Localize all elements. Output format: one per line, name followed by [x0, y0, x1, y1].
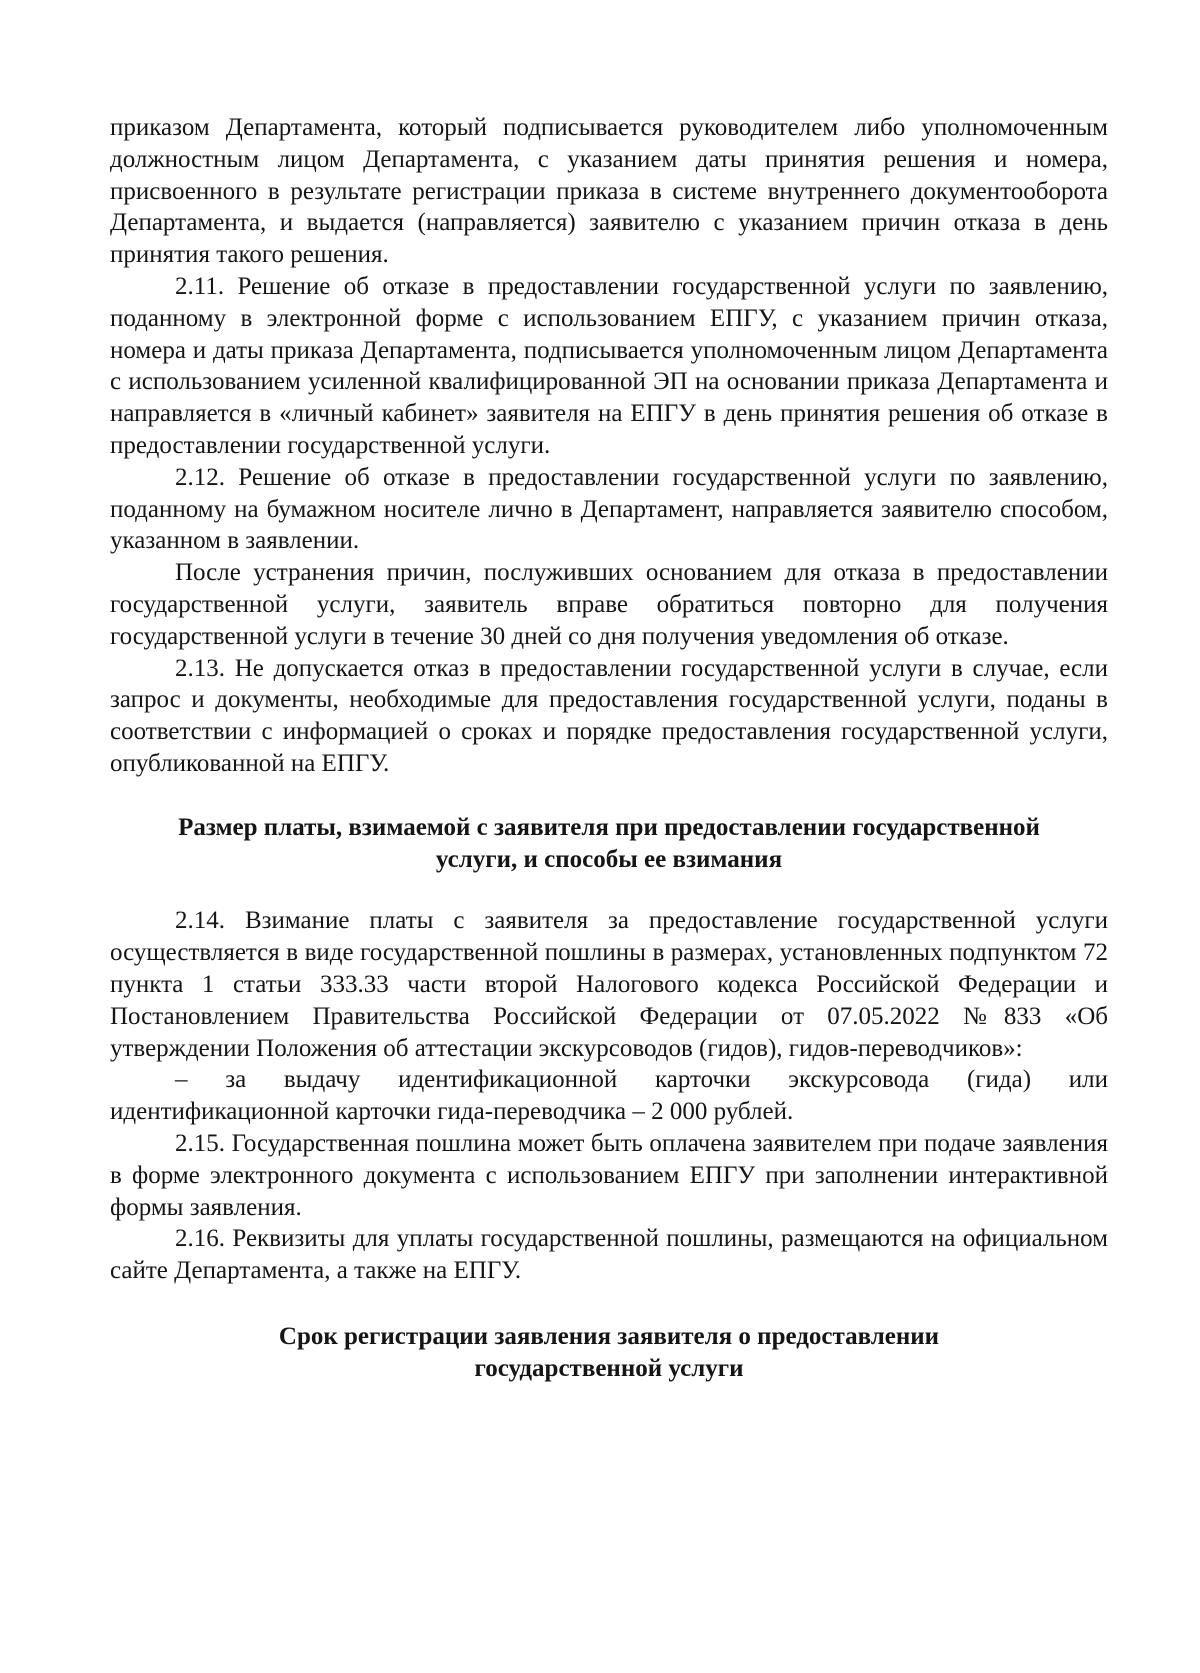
paragraph-after-removal: После устранения причин, послуживших основанием для отказа в предоставлении государственной услуги, заявитель вправе обратиться повторно для получения государственной услуги в течение 30 дней со дня получения уведомления об отказе.: [110, 559, 1108, 650]
section-heading-registration-line-2: государственной услуги: [474, 1354, 744, 1382]
paragraph-2-11: 2.11. Решение об отказе в предоставлении государственной услуги по заявлению, поданному в электронной форме с использованием ЕПГУ, с указанием причин отказа, номера и даты приказа Департамента, подписывается уполномоченным лицом Департамента с использованием усиленной квалифицированной ЭП на основании приказа Департамента и направляется в «личный кабинет» заявителя на ЕПГУ в день принятия решения об отказе в предоставлении государственной услуги.: [110, 272, 1108, 459]
paragraph-continuation: приказом Департамента, который подписывается руководителем либо уполномоченным должностным лицом Департамента, с указанием даты принятия решения и номера, присвоенного в результате регистрации приказа в системе внутреннего документооборота Департамента, и выдается (направляется) заявителю с указанием причин отказа в день принятия такого решения.: [110, 114, 1108, 269]
section-heading-fee-line-2: услуги, и способы ее взимания: [435, 845, 783, 873]
paragraph-2-14: 2.14. Взимание платы с заявителя за предоставление государственной услуги осуществляется в виде государственной пошлины в размерах, установленных подпунктом 72 пункта 1 статьи 333.33 части второй Налогового кодекса Российской Федерации и Постановлением Правительства Российской Федерации от 07.05.2022 №833 «Об утверждении Положения об аттестации экскурсоводов (гидов), гидов-переводчиков»:: [110, 907, 1108, 1062]
section-heading-fee: [110, 812, 1108, 876]
paragraph-2-15: 2.15. Государственная пошлина может быть оплачена заявителем при подаче заявления в форме электронного документа с использованием ЕПГУ при заполнении интерактивной формы заявления.: [110, 1129, 1108, 1221]
paragraph-dash-item: – за выдачу идентификационной карточки экскурсовода (гида) или идентификационной карточки гида-переводчика – 2 000 рублей.: [110, 1066, 1108, 1126]
paragraph-2-16: 2.16. Реквизиты для уплаты государственной пошлины, размещаются на официальном сайте Департамента, а также на ЕПГУ.: [110, 1225, 1108, 1285]
paragraph-2-12: 2.12. Решение об отказе в предоставлении государственной услуги по заявлению, поданному на бумажном носителе лично в Департамент, направляется заявителю способом, указанном в заявлении.: [110, 463, 1108, 555]
section-heading-registration: [110, 1321, 1108, 1385]
section-heading-registration-line-1: Срок регистрации заявления заявителя о предоставлении: [278, 1322, 940, 1350]
section-heading-fee-line-1: Размер платы, взимаемой с заявителя при предоставлении государственной: [178, 813, 1040, 841]
paragraph-2-13: 2.13. Не допускается отказ в предоставлении государственной услуги в случае, если запрос и документы, необходимые для предоставления государственной услуги, поданы в соответствии с информацией о сроках и порядке предоставления государственной услуги, опубликованной на ЕПГУ.: [110, 654, 1108, 777]
